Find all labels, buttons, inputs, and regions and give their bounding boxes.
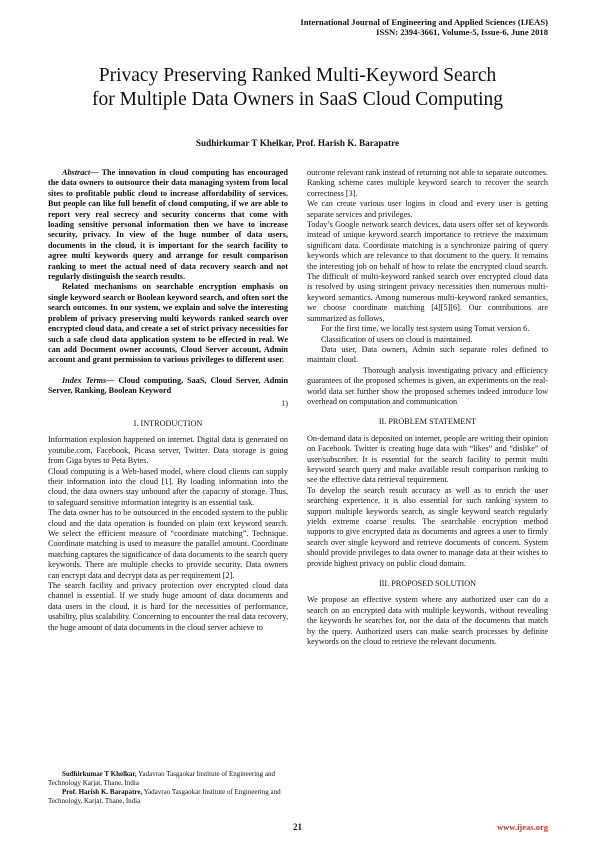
intro-paragraph-4: The search facility and privacy protection over encrypted cloud data channel is essential. If we study huge amount of data documents and data users in the cloud, it is hard for the necessities of performance, usability, plus scalability. Concerning to encounter the real data recovery, the huge amount of data documents in the cloud server achieve to <box>48 581 288 632</box>
section-heading-problem-statement: II. PROBLEM STATEMENT <box>378 417 477 427</box>
abstract-text-1: The innovation in cloud computing has encouraged the data owners to outsource their data managing system from local sites to profitable public cloud to increase affordability of services. But people can like full benefit of cloud computing, if we are able to report very real secrecy and security concerns that come with loading sensitive personal information then we have to increase security, privacy. In view of the huge number of data users, documents in the cloud, it is important for the search facility to agree multi keywords query and arrange for result comparison ranking to meet the actual need of data recovery search and not regularly distinguish the search results. <box>48 168 288 282</box>
index-terms <box>48 376 288 397</box>
section-heading-proposed-solution: III. PROPOSED SOLUTION <box>378 579 477 589</box>
problem-paragraph-2: To develop the search result accuracy as well as to enrich the user searching experience, it is also essential for such ranking system to support multiple keywords search, as single keyword search regularly yields extreme coarse results. The searchable encryption method supports to give encrypted data as documents and agrees a user to firmly search over single keyword and retrieve documents of concern. System should provide privileges to data owner to manage data at their wishes to provide highest privacy on public cloud domain. <box>307 485 548 568</box>
paper-title <box>40 64 555 112</box>
left-column <box>48 168 288 633</box>
right-paragraph-3: Today’s Google network search devices, data users offer set of keywords instead of unique keyword search importance to retrieve the maximum significant data. Coordinate matching is a synchronize pairing of query keywords which are relevance to that document to the query. It remains the interesting job on behalf of how to relate the encrypted cloud search. The difficult of multi-keyword ranked search over encrypted cloud data is resolved by using stringent privacy necessities then numerous multi-keyword semantics. Among numerous multi-keyword ranked semantics, we choose coordinate matching [4][5][6]. Our contributions are summarized as follows, <box>307 220 548 323</box>
list-marker: 1) <box>281 398 288 408</box>
index-terms-text: Cloud computing, SaaS, Cloud Server, Admin Server, Ranking, Boolean Keyword <box>48 375 288 396</box>
footnote-author-1-name: Sudhirkumar T Khelkar, <box>62 770 137 778</box>
solution-paragraph-1: We propose an effective system where any authorized user can do a search on an encrypted data with multiple keywords, without revealing the keywords he searches for, nor the data of the documents that match by the query. Authorized users can make search processes by definite keywords on the cloud to retrieve the relevant documents. <box>307 595 548 647</box>
footnote-author-2-name: Prof. Harish K. Barapatre, <box>62 788 143 796</box>
title-line-1: Privacy Preserving Ranked Multi-Keyword Search <box>98 65 497 86</box>
problem-paragraph-1: On-demand data is deposited on internet, people are writing their opinion on Facebook. Twitter is creating huge data with “likes” and “dislike” of user/subscriber. It is essential for the search facility to permit multi keyword search query and make available result comparison ranking to see the effective data retrieval requirement. <box>307 433 548 485</box>
intro-paragraph-2: Cloud computing is a Web-based model, where cloud clients can supply their information into the cloud [1]. By loading information into the cloud, the data owners stay unbound after the capacity of storage. Thus, to safeguard sensitive information integrity is an essential task. <box>48 466 288 507</box>
journal-header <box>300 17 548 37</box>
title-line-2: for Multiple Data Owners in SaaS Cloud Computing <box>91 89 504 110</box>
footnote-author-2 <box>48 788 288 806</box>
abstract-label: Abstract— <box>62 168 99 177</box>
right-column <box>307 168 548 647</box>
issn-line: ISSN: 2394-3661, Volume-5, Issue-6, June 2018 <box>376 27 548 37</box>
right-paragraph-1: outcome relevant rank instead of returning not able to separate outcomes. Ranking scheme cares multiple keyword search to recover the search correctness [3]. <box>307 168 548 198</box>
page-number: 21 <box>293 822 302 832</box>
footnote-author-2-affiliation: Yadavrao Tasgaokar Institute of Engineering and Technology, Karjat, Thane, India <box>48 788 281 805</box>
journal-name: International Journal of Engineering and Applied Sciences (IJEAS) <box>300 17 548 27</box>
intro-paragraph-1: Information explosion happened on internet. Digital data is generated on youtube.com, Facebook, Picasa server, Twitter. Data storage is going from Giga bytes to Peta Bytes. <box>48 435 288 466</box>
right-paragraph-5: Classification of users on cloud is maintained. <box>321 334 473 344</box>
author-footnote <box>48 770 288 806</box>
website-link[interactable]: www.ijeas.org <box>497 822 548 832</box>
index-terms-label: Index Terms— <box>62 375 115 385</box>
intro-paragraph-3: The data owner has to be outsourced in the encoded system to the public cloud and the data operation is founded on plain text keyword search. We select the efficient measure of “coordinate matching”. Technique. Coordinate matching is used to measure the parallel amount. Coordinate matching captures the significance of data documents to the search query keywords. There are multiple checks to provide security. Data owners can encrypt data and decrypt data as per requirement [2]. <box>48 508 288 580</box>
right-paragraph-4: For the first time, we locally test system using Tomat version 6. <box>321 324 530 334</box>
footnote-author-1-affiliation: Yadavrao Tasgaokar Institute of Engineering and Technology Karjat, Thane, India <box>48 770 276 787</box>
right-paragraph-2: We can create various user logins in cloud and every user is getting separate services and privileges. <box>307 199 548 219</box>
right-paragraph-6: Data user, Data owners, Admin such separate roles defined to maintain cloud. <box>307 344 548 365</box>
footnote-author-1 <box>48 770 288 788</box>
section-heading-introduction: I. INTRODUCTION <box>133 418 203 428</box>
abstract-paragraph-2: Related mechanisms on searchable encryption emphasis on single keyword search or Boolean keyword search, and often sort the search outcomes. In our system, we explain and solve the interesting problem of privacy preserving multi keywords ranked search over encrypted cloud data, and create a set of strict privacy necessities for such a safe cloud data application system to be effected in real. We can add Document owner accounts, Cloud Server account, Admin account and grant permission to various privileges to different user. <box>48 282 288 365</box>
abstract-paragraph-1 <box>48 168 288 282</box>
authors: Sudhirkumar T Khelkar, Prof. Harish K. Barapatre <box>195 138 400 148</box>
right-paragraph-7: Thorough analysis investigating privacy and efficiency guarantees of the proposed schemes is given, an experiments on the real-world data set further show the proposed schemes indeed introduce low overhead on computation and communication <box>307 365 548 406</box>
